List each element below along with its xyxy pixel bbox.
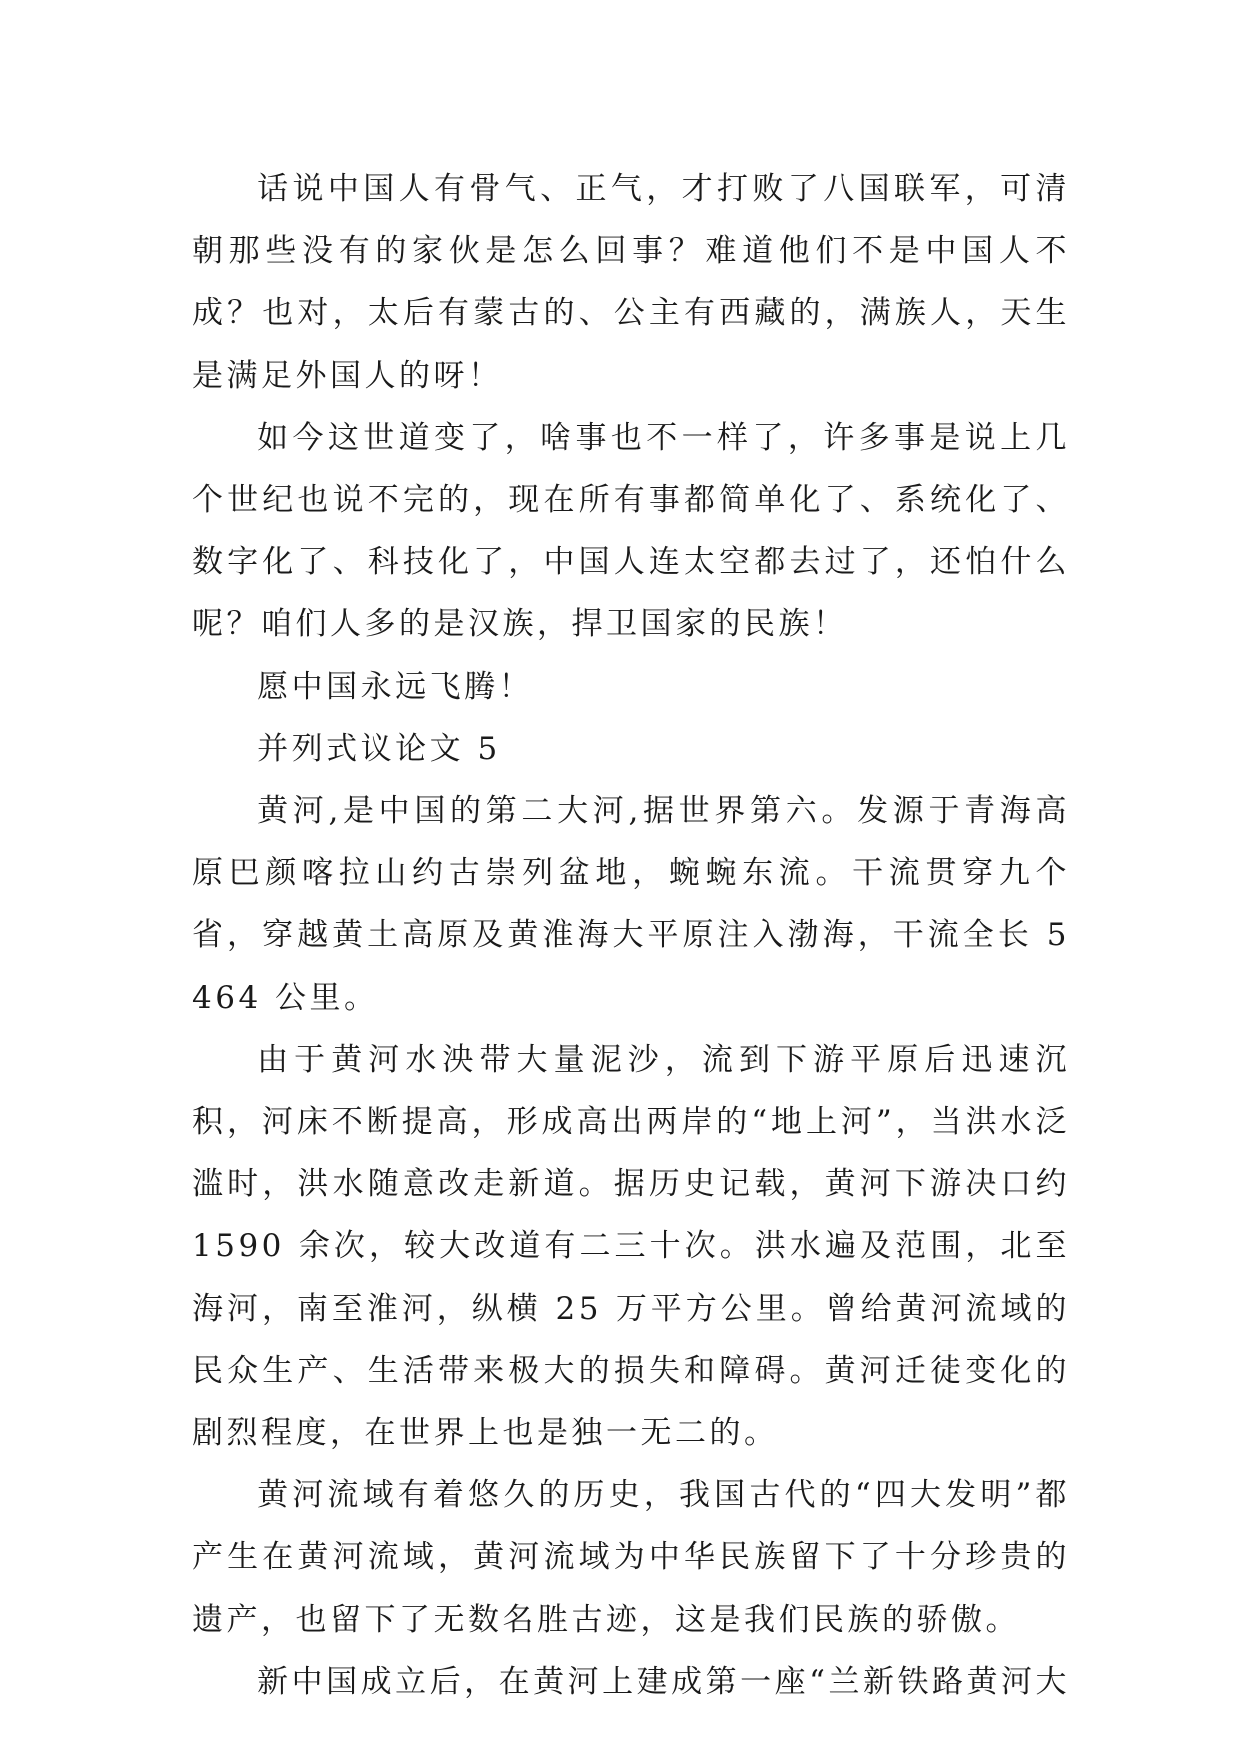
paragraph-1: 话说中国人有骨气、正气，才打败了八国联军，可清朝那些没有的家伙是怎么回事？难道他们不是中国人不成？也对，太后有蒙古的、公主有西藏的，满族人，天生是满足外国人的呀！ xyxy=(192,171,1070,394)
paragraph-7: 黄河流域有着悠久的历史，我国古代的“四大发明”都产生在黄河流域，黄河流域为中华民族留下了十分珍贵的遗产，也留下了无数名胜古迹，这是我们民族的骄傲。 xyxy=(192,1477,1070,1638)
paragraph-5: 黄河,是中国的第二大河,据世界第六。发源于青海高原巴颜喀拉山约古崇列盆地，蜿蜿东流。干流贯穿九个省，穿越黄土高原及黄淮海大平原注入渤海，干流全长 5464 公里。 xyxy=(192,793,1070,1016)
paragraph-8: 新中国成立后，在黄河上建成第一座“兰新铁路黄河大 xyxy=(257,1663,1070,1700)
section-heading: 并列式议论文 5 xyxy=(257,730,501,767)
paragraph-2: 如今这世道变了，啥事也不一样了，许多事是说上几个世纪也说不完的，现在所有事都简单化了、系统化了、数字化了、科技化了，中国人连太空都去过了，还怕什么呢？咱们人多的是汉族，捍卫国家的民族！ xyxy=(192,419,1070,643)
paragraph-3: 愿中国永远飞腾！ xyxy=(257,668,534,705)
document-body xyxy=(192,158,1070,1713)
paragraph-6: 由于黄河水泱带大量泥沙，流到下游平原后迅速沉积，河床不断提高，形成高出两岸的“地上河”，当洪水泛滥时，洪水随意改走新道。据历史记载，黄河下游决口约 1590 余次，较大改道有二三十次。洪水遍及范围，北至海河，南至淮河，纵横 25 万平方公里。曾给黄河流域的民众生产、生活带来极大的损失和障碍。黄河迁徒变化的剧烈程度，在世界上也是独一无二的。 xyxy=(192,1041,1070,1452)
